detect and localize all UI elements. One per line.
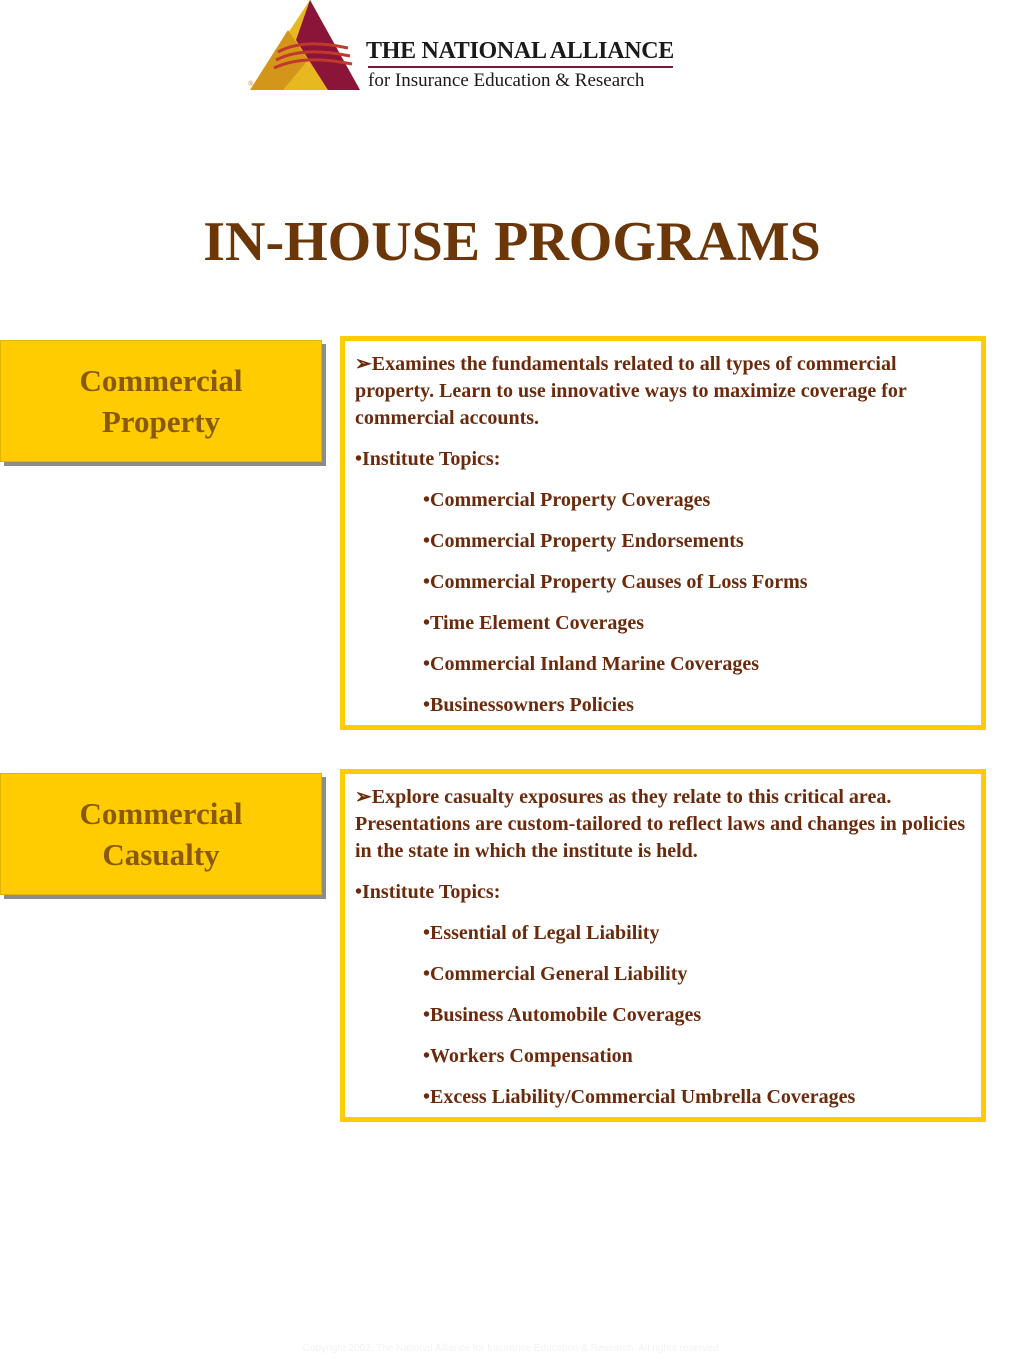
copyright-footer: Copyright 2002, The National Alliance for Insurance Education & Research. All rights reserved. — [302, 1343, 722, 1354]
triangle-logo-icon — [248, 0, 363, 95]
section-label-line1: Commercial — [79, 796, 243, 831]
topic-item: •Workers Compensation — [423, 1045, 633, 1067]
section-label-line2: Casualty — [102, 837, 220, 872]
topic-item: •Businessowners Policies — [423, 694, 634, 716]
section-label-commercial-casualty — [0, 773, 322, 895]
section-intro: ➢Examines the fundamentals related to all types of commercial property. Learn to use innovative ways to maximize coverage for commercial accounts. — [355, 353, 907, 429]
registered-mark: ® — [248, 80, 254, 88]
logo — [248, 0, 688, 95]
section-label-commercial-property — [0, 340, 322, 462]
topic-item: •Commercial Property Endorsements — [423, 530, 744, 552]
topic-item: •Commercial General Liability — [423, 963, 688, 985]
logo-name: THE NATIONAL ALLIANCE — [366, 38, 674, 64]
topics-heading: •Institute Topics: — [355, 881, 501, 903]
topic-item: •Commercial Inland Marine Coverages — [423, 653, 760, 675]
section-intro: ➢Explore casualty exposures as they relate to this critical area. Presentations are custom-tailored to reflect laws and changes in policies in the state in which the institute is held. — [355, 786, 966, 862]
section-content-commercial-property — [340, 336, 986, 730]
topics-heading: •Institute Topics: — [355, 448, 501, 470]
logo-tagline: for Insurance Education & Research — [368, 70, 645, 91]
section-label-line2: Property — [101, 404, 221, 439]
page-title: IN-HOUSE PROGRAMS — [203, 211, 821, 273]
topic-item: •Time Element Coverages — [423, 612, 645, 634]
topic-item: •Commercial Property Coverages — [423, 489, 711, 511]
section-content-commercial-casualty — [340, 769, 986, 1122]
logo-divider — [368, 66, 673, 68]
topic-item: •Business Automobile Coverages — [423, 1004, 702, 1026]
topic-item: •Essential of Legal Liability — [423, 922, 660, 944]
topic-item: •Excess Liability/Commercial Umbrella Coverages — [423, 1086, 856, 1108]
topic-item: •Commercial Property Causes of Loss Forms — [423, 571, 808, 593]
section-label-line1: Commercial — [79, 363, 243, 398]
